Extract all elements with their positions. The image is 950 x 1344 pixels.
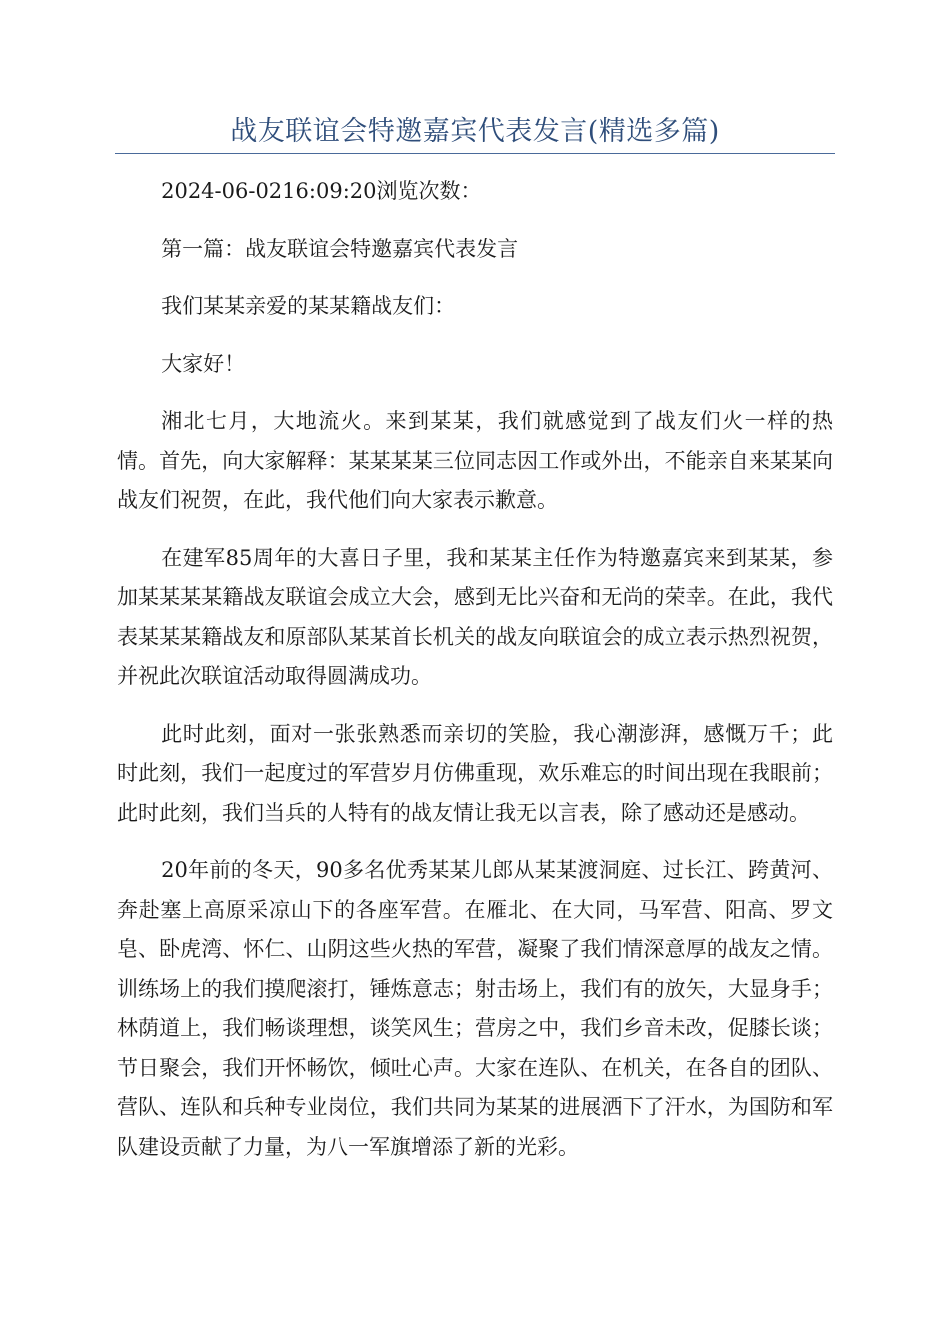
greeting: 大家好！ xyxy=(161,351,246,376)
paragraph: 此时此刻，面对一张张熟悉而亲切的笑脸，我心潮澎湃，感慨万千；此时此刻，我们一起度过的军营岁月仿佛重现，欢乐难忘的时间出现在我眼前；此时此刻，我们当兵的人特有的战友情让我无以言表，除了感动还是感动。 xyxy=(117,721,833,825)
paragraph: 湘北七月，大地流火。来到某某，我们就感觉到了战友们火一样的热情。首先，向大家解释：某某某某三位同志因工作或外出，不能亲自来某某向战友们祝贺，在此，我代他们向大家表示歉意。 xyxy=(117,409,833,512)
paragraph: 20年前的冬天，90多名优秀某某儿郎从某某渡洞庭、过长江、跨黄河、奔赴塞上高原采凉山下的各座军营。在雁北、在大同，马军营、阳高、罗文皂、卧虎湾、怀仁、山阴这些火热的军营，凝聚了我们情深意厚的战友之情。训练场上的我们摸爬滚打，锤炼意志；射击场上，我们有的放矢，大显身手；林荫道上，我们畅谈理想，谈笑风生；营房之中，我们乡音未改，促膝长谈；节日聚会，我们开怀畅饮，倾吐心声。大家在连队、在机关，在各自的团队、营队、连队和兵种专业岗位，我们共同为某某的进展洒下了汗水，为国防和军队建设贡献了力量，为八一军旗增添了新的光彩。 xyxy=(117,858,833,1159)
document-title: 战友联谊会特邀嘉宾代表发言(精选多篇) xyxy=(230,116,720,147)
section-heading: 第一篇：战友联谊会特邀嘉宾代表发言 xyxy=(161,236,519,261)
title-underline xyxy=(115,153,835,154)
paragraph: 在建军85周年的大喜日子里，我和某某主任作为特邀嘉宾来到某某，参加某某某某籍战友联谊会成立大会，感到无比兴奋和无尚的荣幸。在此，我代表某某某籍战友和原部队某某首长机关的战友向联谊会的成立表示热烈祝贺，并祝此次联谊活动取得圆满成功。 xyxy=(117,545,833,688)
document-body xyxy=(117,172,833,1185)
meta-line: 2024-06-0216:09:20浏览次数： xyxy=(161,179,482,203)
salutation: 我们某某亲爱的某某籍战友们： xyxy=(161,294,456,318)
